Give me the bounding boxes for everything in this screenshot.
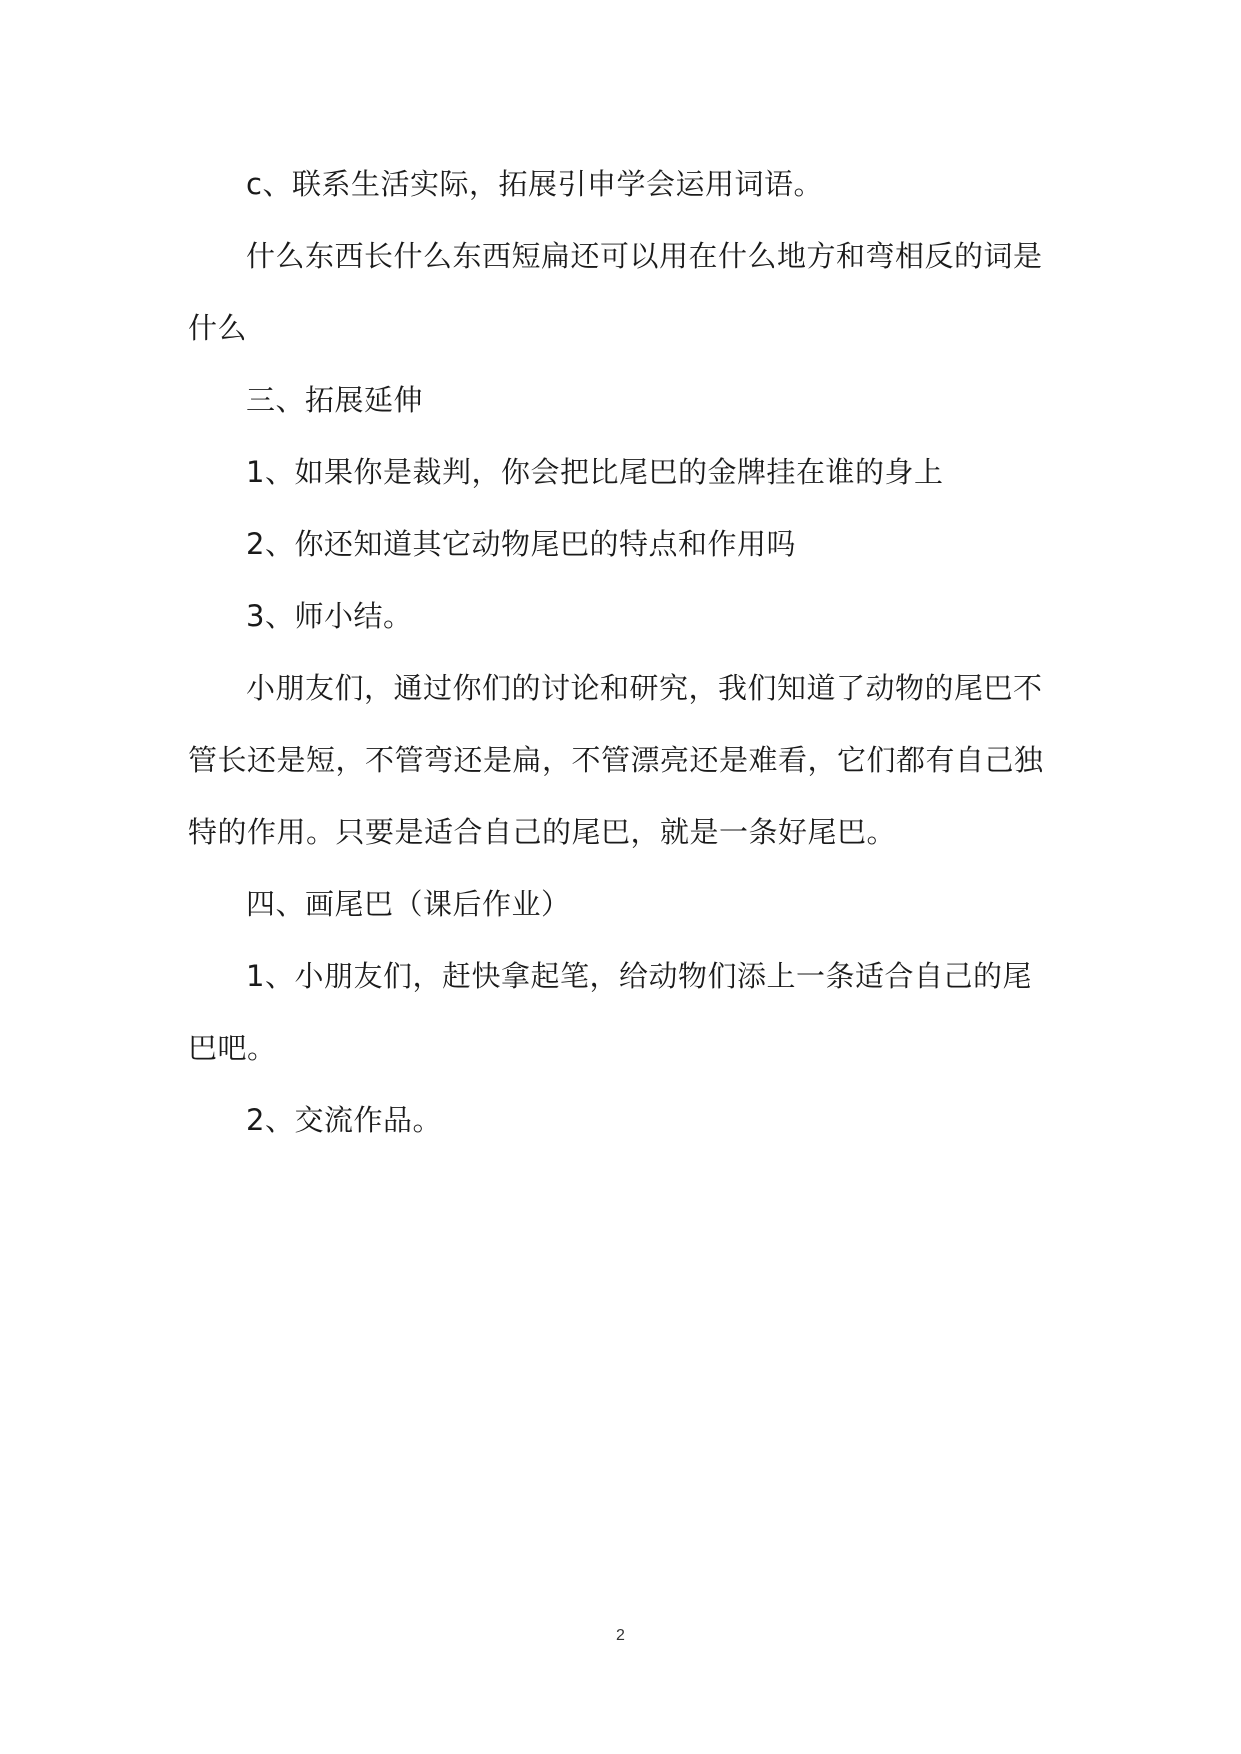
section-heading-draw-tail: 四、画尾巴（课后作业） [246, 887, 571, 921]
paragraph-usage-objective: c、联系生活实际，拓展引申学会运用词语。 [246, 167, 823, 201]
paragraph-word-questions: 什么东西长什么东西短扁还可以用在什么地方和弯相反的词是什么 [188, 239, 1043, 345]
paragraph-summary-text: 小朋友们，通过你们的讨论和研究，我们知道了动物的尾巴不管长还是短，不管弯还是扁，不管漂亮还是难看，它们都有自己独特的作用。只要是适合自己的尾巴，就是一条好尾巴。 [188, 671, 1044, 849]
list-item-share-work: 2、交流作品。 [246, 1103, 442, 1137]
document-body [188, 148, 1058, 1156]
list-item-judge-question: 1、如果你是裁判，你会把比尾巴的金牌挂在谁的身上 [246, 455, 944, 489]
list-item-draw-task: 1、小朋友们，赶快拿起笔，给动物们添上一条适合自己的尾巴吧。 [188, 959, 1032, 1065]
list-item-other-animals: 2、你还知道其它动物尾巴的特点和作用吗 [246, 527, 796, 561]
page-number: 2 [616, 1627, 625, 1644]
list-item-teacher-summary: 3、师小结。 [246, 599, 413, 633]
section-heading-extension: 三、拓展延伸 [246, 383, 424, 417]
